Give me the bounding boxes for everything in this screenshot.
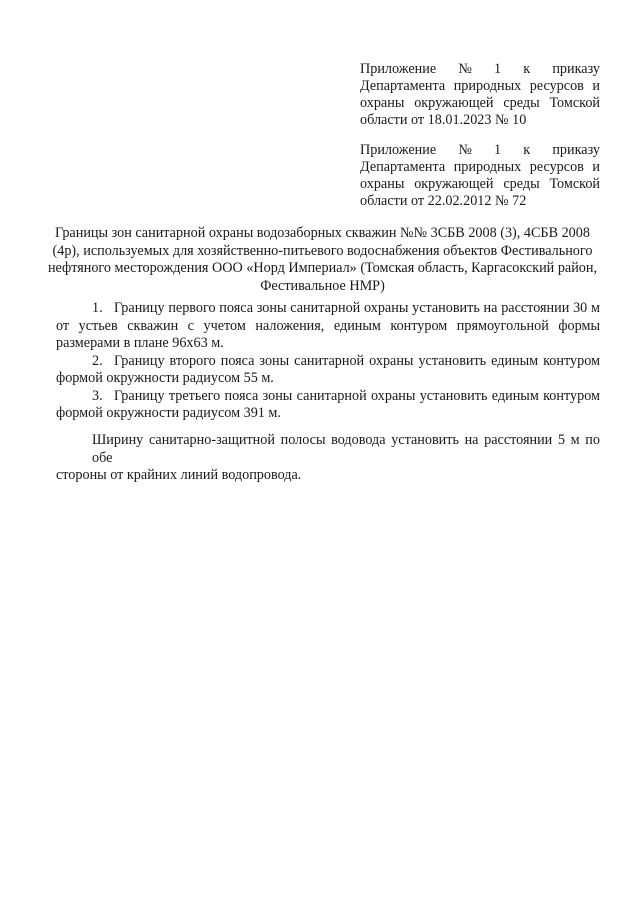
appendix-2-word: приказу [552,142,600,158]
list-item-text: Границу первого пояса зоны санитарной охраны установить на расстоянии 30 м [114,300,600,316]
title-line-3: нефтяного месторождения ООО «Норд Империал» (Томская область, Каргасокский район, [47,260,598,276]
buffer-strip-paragraph [56,432,600,485]
list-item-continuation: формой окружности радиусом 55 м. [56,370,274,386]
appendix-1-line-1 [360,61,600,78]
list-item-first-line [56,300,600,318]
appendix-1-word: № [458,61,472,77]
list-item [56,300,600,353]
paragraph [56,432,600,485]
appendix-1-word: приказу [552,61,600,77]
appendix-1-word: Приложение [360,61,437,77]
list-item [56,353,600,388]
appendix-header-2 [360,142,600,210]
appendix-1-line-2 [360,78,600,95]
paragraph-continuation: стороны от крайних линий водопровода. [56,467,302,483]
list-item-number: 1. [92,300,103,316]
list-item-first-line [56,353,600,371]
list-item-text: Границу второго пояса зоны санитарной охраны установить единым контуром [114,352,600,369]
appendix-2-word: к [523,142,531,158]
list-item-first-line [56,388,600,406]
appendix-2-line-2 [360,159,600,176]
appendix-1-word: 1 [494,61,502,77]
list-item-continuation: формой окружности радиусом 391 м. [56,405,281,421]
numbered-list [56,300,600,423]
list-item-number: 3. [92,387,103,404]
list-item [56,388,600,423]
appendix-header-1 [360,61,600,129]
appendix-1-word: к [523,61,531,77]
appendix-1-line-3: охраны окружающей среды Томской [360,95,600,111]
appendix-2-line-2-text: Департамента природных ресурсов и [360,159,600,175]
paragraph-first-line: Ширину санитарно-защитной полосы водовода установить на расстоянии 5 м по обе [92,432,600,466]
title-line-1: Границы зон санитарной охраны водозаборных скважин №№ 3СБВ 2008 (3), 4СБВ 2008 [55,225,590,241]
appendix-2-word: Приложение [360,142,437,158]
list-item-text: Границу третьего пояса зоны санитарной охраны установить единым контуром [114,387,600,404]
appendix-2-line-4: области от 22.02.2012 № 72 [360,193,527,209]
appendix-2-word: № [458,142,472,158]
list-item-continuation: от устьев скважин с учетом наложения, единым контуром прямоугольной формы размерами в плане 96х63 м. [56,317,600,351]
appendix-1-line-2-text: Департамента природных ресурсов и [360,78,600,94]
list-item-number: 2. [92,352,103,369]
title-line-2: (4р), используемых для хозяйственно-питьевого водоснабжения объектов Фестивального [52,242,593,259]
appendix-2-line-1 [360,142,600,159]
title-line-4: Фестивальное НМР) [260,277,385,294]
appendix-2-word: 1 [494,142,502,158]
appendix-2-line-3: охраны окружающей среды Томской [360,176,600,192]
document-title [40,225,605,295]
appendix-1-line-4: области от 18.01.2023 № 10 [360,112,527,128]
